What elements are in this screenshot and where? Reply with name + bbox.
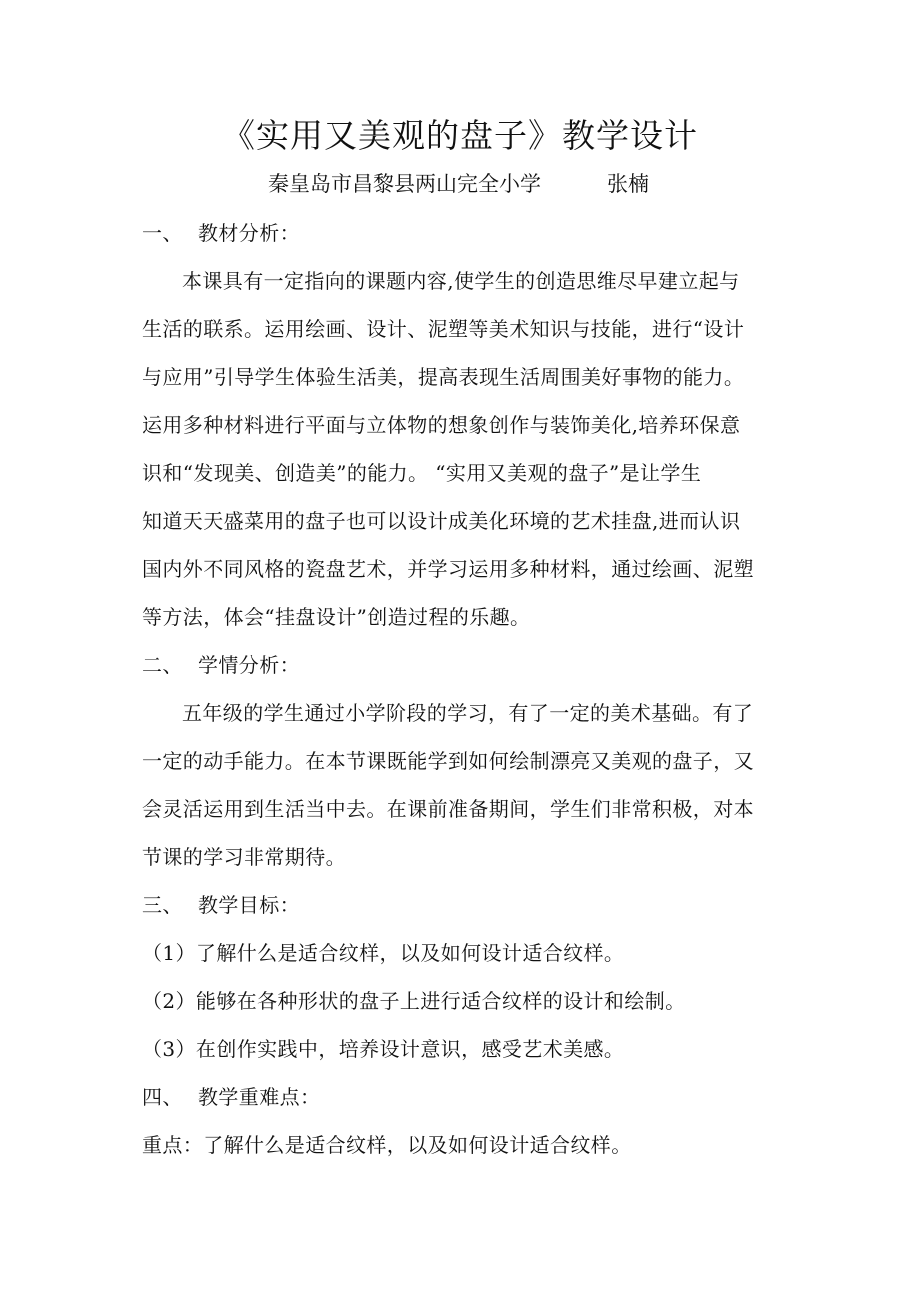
paragraph-line: 与应用”引导学生体验生活美，提高表现生活周围美好事物的能力。 xyxy=(142,365,745,389)
paragraph-line: 等方法，体会“挂盘设计”创造过程的乐趣。 xyxy=(142,605,531,629)
paragraph-line: 重点：了解什么是适合纹样，以及如何设计适合纹样。 xyxy=(142,1133,632,1157)
author-name: 张楠 xyxy=(607,172,649,196)
paragraph-line: 知道天天盛菜用的盘子也可以设计成美化环境的艺术挂盘,进而认识 xyxy=(142,509,741,533)
section-number: 三、 xyxy=(142,893,183,917)
section-title: 教学重难点： xyxy=(198,1085,321,1109)
document-title: 《实用又美观的盘子》教学设计 xyxy=(222,116,698,155)
section-number: 一、 xyxy=(142,221,183,245)
section-number: 二、 xyxy=(142,653,183,677)
section-heading-3 xyxy=(142,890,792,920)
school-name: 秦皇岛市昌黎县两山完全小学 xyxy=(268,172,541,196)
section-title: 教材分析： xyxy=(198,221,300,245)
list-item: （3）在创作实践中，培养设计意识，感受艺术美感。 xyxy=(142,1037,625,1061)
paragraph-line: 生活的联系。运用绘画、设计、泥塑等美术知识与技能，进行“设计 xyxy=(142,317,745,341)
section-title: 学情分析： xyxy=(198,653,300,677)
paragraph-line: 识和“发现美、创造美”的能力。 “实用又美观的盘子”是让学生 xyxy=(142,461,702,485)
section-heading-1 xyxy=(142,218,792,248)
paragraph-line: 运用多种材料进行平面与立体物的想象创作与装饰美化,培养环保意 xyxy=(142,413,741,437)
paragraph-line: 国内外不同风格的瓷盘艺术，并学习运用多种材料，通过绘画、泥塑 xyxy=(142,557,754,581)
paragraph-line: 会灵活运用到生活当中去。在课前准备期间，学生们非常积极，对本 xyxy=(142,797,754,821)
section-number: 四、 xyxy=(142,1085,183,1109)
paragraph-line: 节课的学习非常期待。 xyxy=(142,845,346,869)
section-heading-4 xyxy=(142,1082,792,1112)
paragraph-line: 五年级的学生通过小学阶段的学习，有了一定的美术基础。有了 xyxy=(182,701,754,725)
section-title: 教学目标： xyxy=(198,893,300,917)
paragraph-line: 本课具有一定指向的课题内容,使学生的创造思维尽早建立起与 xyxy=(182,269,740,293)
document-subtitle xyxy=(268,168,649,200)
section-heading-2 xyxy=(142,650,792,680)
list-item: （2）能够在各种形状的盘子上进行适合纹样的设计和绘制。 xyxy=(142,989,686,1013)
list-item: （1）了解什么是适合纹样，以及如何设计适合纹样。 xyxy=(142,941,625,965)
paragraph-line: 一定的动手能力。在本节课既能学到如何绘制漂亮又美观的盘子，又 xyxy=(142,749,754,773)
